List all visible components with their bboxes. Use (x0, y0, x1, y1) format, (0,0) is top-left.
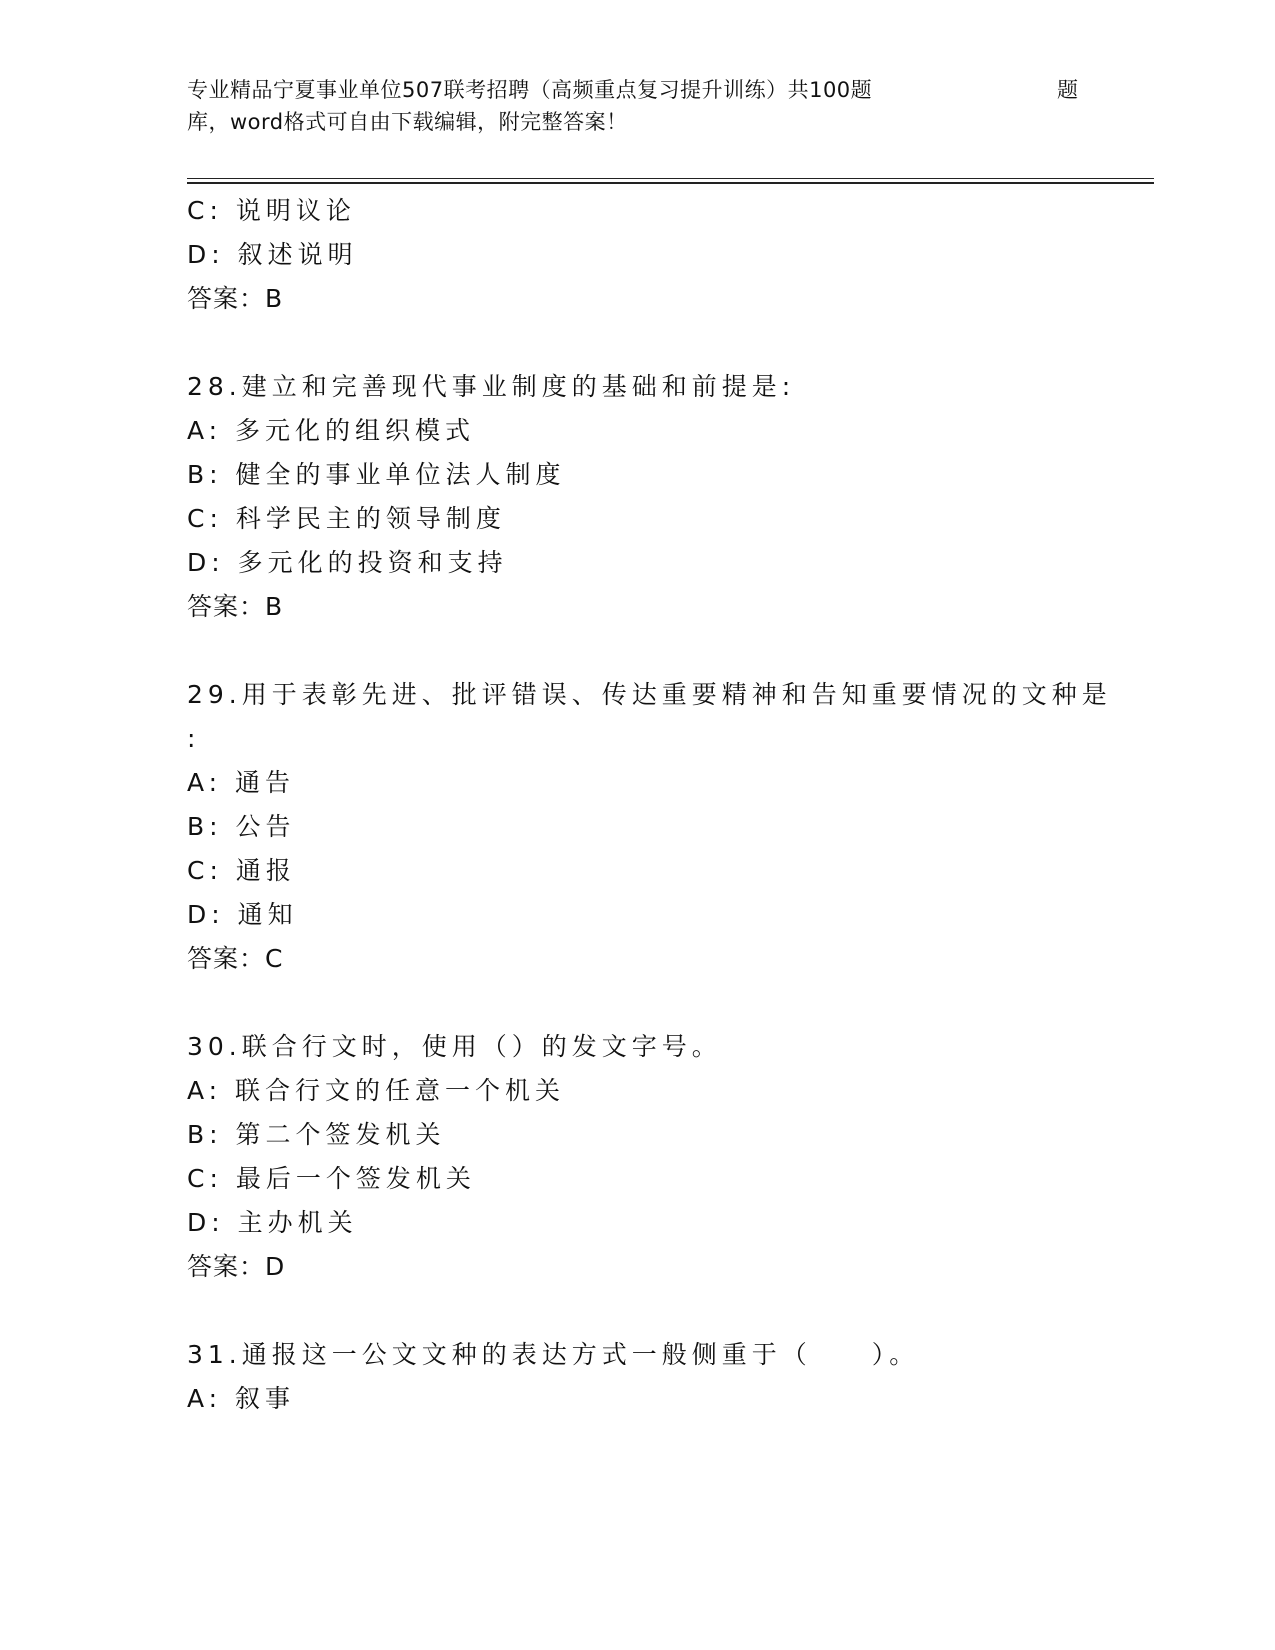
header-divider-thin (187, 178, 1154, 179)
option-line: C: 通报 (187, 856, 296, 885)
document-header (187, 74, 1087, 138)
answer-line: 答案：C (187, 944, 284, 973)
option-line: C: 最后一个签发机关 (187, 1164, 476, 1193)
header-line-1 (187, 74, 1087, 106)
option-line: A: 通告 (187, 768, 296, 797)
answer-line: 答案：D (187, 1252, 286, 1281)
question-line-continuation: : (187, 724, 201, 753)
header-title: 专业精品宁夏事业单位507联考招聘（高频重点复习提升训练）共100题 (187, 78, 873, 102)
option-line: A: 叙事 (187, 1384, 296, 1413)
option-line: B: 公告 (187, 812, 296, 841)
option-line: D: 通知 (187, 900, 298, 929)
option-line: C: 说明议论 (187, 196, 356, 225)
header-divider-thick (187, 182, 1154, 184)
answer-line: 答案：B (187, 592, 284, 621)
option-line: D: 多元化的投资和支持 (187, 548, 508, 577)
question-line: 28.建立和完善现代事业制度的基础和前提是: (187, 372, 796, 401)
question-line: 31.通报这一公文文种的表达方式一般侧重于（ ）。 (187, 1340, 920, 1369)
option-line: A: 多元化的组织模式 (187, 416, 476, 445)
question-line: 30.联合行文时，使用（）的发文字号。 (187, 1032, 722, 1061)
option-line: B: 健全的事业单位法人制度 (187, 460, 566, 489)
option-line: D: 主办机关 (187, 1208, 358, 1237)
answer-line: 答案：B (187, 284, 284, 313)
option-line: B: 第二个签发机关 (187, 1120, 446, 1149)
option-line: C: 科学民主的领导制度 (187, 504, 506, 533)
question-line: 29.用于表彰先进、批评错误、传达重要精神和告知重要情况的文种是 (187, 680, 1112, 709)
header-title-tail: 题 (1057, 78, 1079, 102)
option-line: A: 联合行文的任意一个机关 (187, 1076, 566, 1105)
option-line: D: 叙述说明 (187, 240, 358, 269)
header-line-2: 库，word格式可自由下载编辑，附完整答案！ (187, 110, 628, 134)
